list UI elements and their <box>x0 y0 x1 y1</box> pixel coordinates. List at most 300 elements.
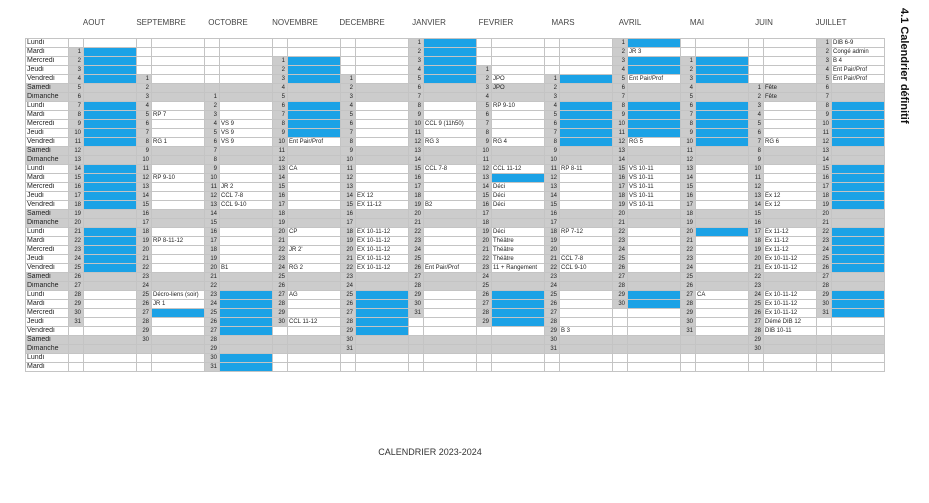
event-cell <box>84 156 137 165</box>
event-cell: Déci <box>492 228 545 237</box>
event-cell <box>832 363 885 372</box>
event-cell <box>424 273 477 282</box>
day-number: 27 <box>409 273 424 282</box>
event-cell <box>696 318 749 327</box>
event-cell <box>764 129 817 138</box>
event-cell <box>152 354 205 363</box>
day-number <box>477 336 492 345</box>
day-number: 15 <box>137 201 152 210</box>
day-number: 25 <box>273 273 288 282</box>
day-number <box>477 363 492 372</box>
day-number: 18 <box>137 228 152 237</box>
holiday-cell <box>84 75 137 84</box>
event-cell <box>628 336 681 345</box>
day-number: 12 <box>341 174 356 183</box>
event-cell <box>560 318 613 327</box>
event-cell: Congé admin <box>832 48 885 57</box>
event-cell <box>152 57 205 66</box>
day-label: Mardi <box>26 237 69 246</box>
day-number: 4 <box>409 66 424 75</box>
event-cell <box>696 309 749 318</box>
day-number <box>477 48 492 57</box>
event-cell: CCL 9-10 <box>220 201 273 210</box>
day-number <box>681 354 696 363</box>
event-cell <box>424 93 477 102</box>
event-cell <box>220 336 273 345</box>
event-cell: B 4 <box>832 57 885 66</box>
event-cell: DIB 10-11 <box>764 327 817 336</box>
event-cell <box>560 192 613 201</box>
event-cell <box>288 84 341 93</box>
day-number: 16 <box>749 219 764 228</box>
event-cell <box>288 300 341 309</box>
day-number: 31 <box>409 309 424 318</box>
event-cell: 11 + Rangement <box>492 264 545 273</box>
day-number: 16 <box>341 210 356 219</box>
event-cell <box>628 210 681 219</box>
event-cell <box>424 102 477 111</box>
event-cell: Ex 11-12 <box>764 246 817 255</box>
month-header: OCTOBRE <box>208 18 248 27</box>
event-cell: Ex 12 <box>764 201 817 210</box>
day-number: 11 <box>409 129 424 138</box>
day-number <box>749 75 764 84</box>
event-cell <box>764 282 817 291</box>
event-cell <box>492 363 545 372</box>
day-number: 29 <box>273 309 288 318</box>
event-cell <box>696 192 749 201</box>
day-number <box>681 39 696 48</box>
event-cell <box>764 363 817 372</box>
day-number: 5 <box>137 111 152 120</box>
day-label: Jeudi <box>26 255 69 264</box>
month-header: JUIN <box>755 18 773 27</box>
day-number: 26 <box>817 264 832 273</box>
day-number: 1 <box>137 75 152 84</box>
calendar-row <box>26 102 885 111</box>
holiday-cell <box>560 102 613 111</box>
day-number: 13 <box>613 147 628 156</box>
day-number <box>477 57 492 66</box>
day-number: 8 <box>137 138 152 147</box>
holiday-cell <box>152 309 205 318</box>
day-number: 23 <box>137 273 152 282</box>
holiday-cell <box>220 291 273 300</box>
event-cell <box>628 93 681 102</box>
event-cell <box>560 291 613 300</box>
event-cell <box>152 147 205 156</box>
event-cell <box>628 237 681 246</box>
event-cell <box>220 174 273 183</box>
day-number: 30 <box>69 309 84 318</box>
day-number: 28 <box>545 318 560 327</box>
day-number: 15 <box>341 201 356 210</box>
event-cell: RP 9-10 <box>152 174 205 183</box>
day-label: Samedi <box>26 273 69 282</box>
day-number: 18 <box>681 210 696 219</box>
calendar-row <box>26 183 885 192</box>
event-cell <box>424 255 477 264</box>
event-cell <box>84 273 137 282</box>
event-cell <box>764 219 817 228</box>
day-label: Dimanche <box>26 282 69 291</box>
day-number: 11 <box>69 138 84 147</box>
day-number: 5 <box>817 75 832 84</box>
day-number: 23 <box>545 273 560 282</box>
event-cell: RP 9-10 <box>492 102 545 111</box>
day-number: 23 <box>409 237 424 246</box>
event-cell <box>424 192 477 201</box>
day-label: Lundi <box>26 39 69 48</box>
day-number <box>613 327 628 336</box>
day-number <box>409 345 424 354</box>
calendar-row <box>26 273 885 282</box>
day-number: 14 <box>477 183 492 192</box>
event-cell <box>764 174 817 183</box>
day-label: Mercredi <box>26 309 69 318</box>
day-number: 18 <box>341 228 356 237</box>
event-cell <box>560 345 613 354</box>
day-number: 7 <box>817 93 832 102</box>
day-number: 24 <box>749 291 764 300</box>
day-number: 4 <box>137 102 152 111</box>
event-cell <box>152 210 205 219</box>
day-number <box>409 336 424 345</box>
day-number: 18 <box>749 237 764 246</box>
day-number: 11 <box>613 129 628 138</box>
day-number: 22 <box>749 273 764 282</box>
event-cell <box>84 84 137 93</box>
day-number: 26 <box>409 264 424 273</box>
event-cell <box>220 219 273 228</box>
event-cell <box>560 84 613 93</box>
event-cell <box>288 273 341 282</box>
day-number: 25 <box>681 273 696 282</box>
event-cell <box>356 39 409 48</box>
day-number: 4 <box>613 66 628 75</box>
event-cell <box>152 228 205 237</box>
day-number: 30 <box>749 345 764 354</box>
event-cell <box>696 39 749 48</box>
day-number: 14 <box>681 174 696 183</box>
day-number: 17 <box>681 201 696 210</box>
day-number: 29 <box>545 327 560 336</box>
day-number: 16 <box>409 174 424 183</box>
day-number: 28 <box>205 336 220 345</box>
holiday-cell <box>84 57 137 66</box>
event-cell: Déci <box>492 192 545 201</box>
event-cell: EX 10-11-12 <box>356 237 409 246</box>
event-cell: Théâtre <box>492 237 545 246</box>
day-number: 7 <box>545 129 560 138</box>
day-number: 11 <box>205 183 220 192</box>
day-number: 6 <box>749 129 764 138</box>
day-number: 2 <box>205 102 220 111</box>
holiday-cell <box>84 120 137 129</box>
event-cell: CA <box>288 165 341 174</box>
calendar-row <box>26 228 885 237</box>
day-number: 14 <box>69 165 84 174</box>
day-number: 4 <box>69 75 84 84</box>
event-cell: Ex 10-11-12 <box>764 264 817 273</box>
event-cell: RG 4 <box>492 138 545 147</box>
holiday-cell <box>84 255 137 264</box>
day-number <box>545 48 560 57</box>
day-number <box>341 354 356 363</box>
holiday-cell <box>492 174 545 183</box>
day-label: Jeudi <box>26 318 69 327</box>
event-cell <box>628 147 681 156</box>
day-number: 31 <box>341 345 356 354</box>
day-number: 16 <box>817 174 832 183</box>
day-number: 27 <box>477 300 492 309</box>
event-cell <box>152 246 205 255</box>
event-cell <box>152 282 205 291</box>
day-number <box>409 354 424 363</box>
day-number: 15 <box>409 165 424 174</box>
calendar-row <box>26 192 885 201</box>
day-number: 23 <box>477 264 492 273</box>
day-number <box>749 363 764 372</box>
day-number: 9 <box>613 111 628 120</box>
event-cell: JR 2' <box>288 246 341 255</box>
day-number <box>749 39 764 48</box>
day-number: 6 <box>273 102 288 111</box>
day-number: 15 <box>613 165 628 174</box>
holiday-cell <box>356 291 409 300</box>
day-number: 8 <box>205 156 220 165</box>
event-cell <box>560 273 613 282</box>
event-cell <box>220 165 273 174</box>
day-number: 27 <box>749 318 764 327</box>
day-number: 7 <box>273 111 288 120</box>
day-number: 12 <box>817 138 832 147</box>
day-number <box>817 345 832 354</box>
event-cell <box>152 39 205 48</box>
day-number: 5 <box>205 129 220 138</box>
day-number <box>749 354 764 363</box>
day-number: 27 <box>273 291 288 300</box>
day-number: 16 <box>137 210 152 219</box>
event-cell: VS 10-11 <box>628 192 681 201</box>
holiday-cell <box>492 318 545 327</box>
day-number: 17 <box>477 210 492 219</box>
calendar-row <box>26 75 885 84</box>
calendar-row <box>26 246 885 255</box>
day-number <box>613 345 628 354</box>
event-cell <box>288 237 341 246</box>
day-number: 5 <box>273 93 288 102</box>
event-cell <box>424 282 477 291</box>
calendar-row <box>26 255 885 264</box>
event-cell: B 3 <box>560 327 613 336</box>
day-number: 18 <box>817 192 832 201</box>
event-cell: EX 10-11-12 <box>356 255 409 264</box>
day-label: Mercredi <box>26 246 69 255</box>
event-cell <box>220 345 273 354</box>
day-number: 28 <box>341 318 356 327</box>
event-cell <box>356 84 409 93</box>
holiday-cell <box>288 111 341 120</box>
event-cell <box>84 345 137 354</box>
day-number: 1 <box>273 57 288 66</box>
day-number: 5 <box>341 111 356 120</box>
event-cell: RG 1 <box>152 138 205 147</box>
holiday-cell <box>832 120 885 129</box>
event-cell <box>696 273 749 282</box>
day-number: 4 <box>817 66 832 75</box>
event-cell <box>764 165 817 174</box>
holiday-cell <box>84 138 137 147</box>
event-cell <box>84 210 137 219</box>
day-number: 4 <box>681 84 696 93</box>
calendar-row <box>26 165 885 174</box>
event-cell: RP 7-12 <box>560 228 613 237</box>
day-number: 24 <box>545 282 560 291</box>
day-number: 15 <box>681 183 696 192</box>
day-number: 23 <box>681 255 696 264</box>
day-number <box>205 39 220 48</box>
day-number: 4 <box>545 102 560 111</box>
day-number: 28 <box>409 282 424 291</box>
day-number: 11 <box>545 165 560 174</box>
day-number: 10 <box>817 120 832 129</box>
day-number <box>273 336 288 345</box>
event-cell <box>288 201 341 210</box>
event-cell <box>696 327 749 336</box>
holiday-cell <box>832 102 885 111</box>
day-number: 22 <box>477 255 492 264</box>
event-cell <box>696 282 749 291</box>
day-number: 31 <box>817 309 832 318</box>
day-number: 22 <box>409 228 424 237</box>
day-number: 28 <box>681 300 696 309</box>
holiday-cell <box>832 201 885 210</box>
day-number <box>137 39 152 48</box>
day-number <box>613 318 628 327</box>
event-cell <box>492 210 545 219</box>
day-number: 9 <box>137 147 152 156</box>
event-cell: CCL 9 (11h50) <box>424 120 477 129</box>
event-cell <box>220 93 273 102</box>
day-label: Lundi <box>26 228 69 237</box>
event-cell <box>696 237 749 246</box>
day-number: 3 <box>817 57 832 66</box>
event-cell <box>288 147 341 156</box>
holiday-cell <box>696 228 749 237</box>
day-number: 9 <box>409 111 424 120</box>
holiday-cell <box>832 228 885 237</box>
day-number: 10 <box>69 129 84 138</box>
day-label: Mercredi <box>26 120 69 129</box>
day-number: 14 <box>341 192 356 201</box>
event-cell <box>628 327 681 336</box>
event-cell <box>696 219 749 228</box>
event-cell: Ent Pair/Prof <box>424 264 477 273</box>
event-cell: Fête <box>764 84 817 93</box>
event-cell: EX 12 <box>356 192 409 201</box>
day-number: 24 <box>341 282 356 291</box>
day-number: 12 <box>137 174 152 183</box>
day-number: 26 <box>205 318 220 327</box>
event-cell: EX 11-12 <box>356 201 409 210</box>
day-number: 1 <box>205 93 220 102</box>
event-cell: JPO <box>492 84 545 93</box>
event-cell <box>628 345 681 354</box>
event-cell <box>220 228 273 237</box>
day-number: 17 <box>205 237 220 246</box>
event-cell: Théâtre <box>492 246 545 255</box>
day-number: 19 <box>749 246 764 255</box>
day-number: 10 <box>409 120 424 129</box>
event-cell <box>832 336 885 345</box>
event-cell: Ex 11-12 <box>764 228 817 237</box>
holiday-cell <box>832 165 885 174</box>
day-number: 6 <box>205 138 220 147</box>
event-cell: EX 10-11-12 <box>356 264 409 273</box>
event-cell: Ex 10-11-12 <box>764 309 817 318</box>
event-cell: CA <box>696 291 749 300</box>
event-cell <box>220 57 273 66</box>
event-cell <box>492 39 545 48</box>
holiday-cell <box>832 300 885 309</box>
day-number: 2 <box>341 84 356 93</box>
event-cell: CCL 7-8 <box>424 165 477 174</box>
event-cell <box>424 336 477 345</box>
holiday-cell <box>288 120 341 129</box>
event-cell <box>288 39 341 48</box>
day-number: 13 <box>137 183 152 192</box>
day-number <box>545 39 560 48</box>
day-number: 12 <box>749 183 764 192</box>
event-cell <box>220 39 273 48</box>
day-number: 14 <box>273 174 288 183</box>
holiday-cell <box>832 111 885 120</box>
day-number: 13 <box>205 201 220 210</box>
event-cell <box>832 84 885 93</box>
day-number: 9 <box>273 129 288 138</box>
calendar-row <box>26 174 885 183</box>
event-cell <box>152 66 205 75</box>
day-number: 3 <box>205 111 220 120</box>
day-number: 14 <box>409 156 424 165</box>
holiday-cell <box>832 138 885 147</box>
event-cell <box>492 273 545 282</box>
day-number: 18 <box>69 201 84 210</box>
event-cell <box>356 165 409 174</box>
day-number: 7 <box>409 93 424 102</box>
day-number: 18 <box>613 192 628 201</box>
event-cell <box>696 345 749 354</box>
day-number: 1 <box>341 75 356 84</box>
day-number: 19 <box>681 219 696 228</box>
day-number: 22 <box>341 264 356 273</box>
event-cell <box>832 318 885 327</box>
event-cell <box>84 219 137 228</box>
event-cell <box>356 147 409 156</box>
day-label: Lundi <box>26 102 69 111</box>
day-number: 1 <box>477 66 492 75</box>
calendar-row <box>26 327 885 336</box>
calendar-row <box>26 120 885 129</box>
day-number: 11 <box>273 147 288 156</box>
event-cell <box>832 156 885 165</box>
event-cell <box>288 327 341 336</box>
holiday-cell <box>628 129 681 138</box>
event-cell <box>220 282 273 291</box>
day-number: 11 <box>341 165 356 174</box>
day-number: 4 <box>205 120 220 129</box>
